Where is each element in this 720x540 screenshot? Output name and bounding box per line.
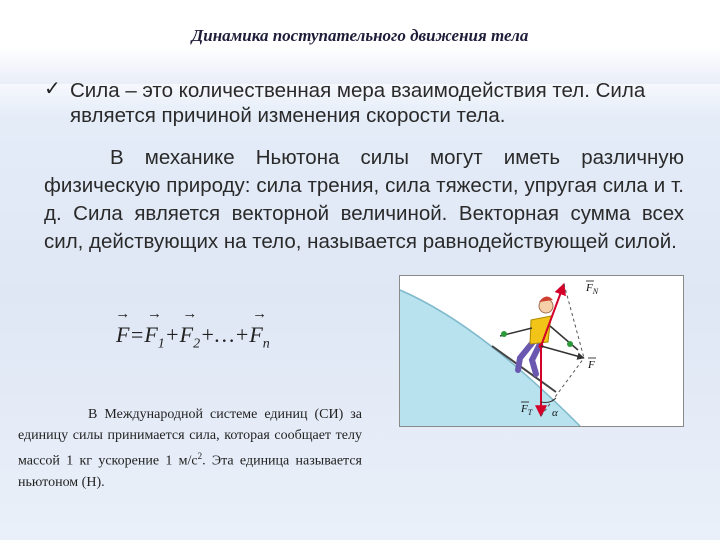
label-gravity-force: $F_T$ xyxy=(521,403,533,417)
skier-legs xyxy=(518,342,540,374)
formula-equals: = xyxy=(129,322,145,347)
skier-forces-figure xyxy=(399,275,684,427)
snow-slope xyxy=(400,290,580,426)
label-net-force: F xyxy=(588,359,595,371)
formula-vector-fn: → $F_n$ xyxy=(249,322,269,352)
formula-vector-f1: → $F_1$ xyxy=(144,322,164,352)
checkmark-bullet-icon: ✓ xyxy=(44,76,61,100)
paragraph-si-unit: В Международной системе единиц (СИ) за единицу силы принимается сила, которая сообщает телу массой 1 кг ускорение 1 $м/с^2$. Эта единица называется ньютоном (Н). xyxy=(18,407,362,490)
label-normal-force: $F_N$ xyxy=(586,282,599,296)
skier-forces-diagram xyxy=(400,276,683,426)
net-force-arrow xyxy=(541,346,584,358)
resultant-force-formula xyxy=(116,322,270,352)
formula-plus: + xyxy=(164,322,180,347)
formula-vector-f: → F xyxy=(116,322,129,348)
paragraph-force-definition: Сила – это количественная мера взаимодействия тел. Сила является причиной изменения скорости тела. xyxy=(70,79,646,127)
normal-force-arrow xyxy=(541,284,564,346)
formula-vector-f2: → $F_2$ xyxy=(180,322,200,352)
slide-title: Динамика поступательного движения тела xyxy=(191,26,529,45)
paragraph-newton-mechanics: В механике Ньютона силы могут иметь различную физическую природу: сила трения, сила тяжести, упругая сила и т. д. Сила является векторной величиной. Векторная сумма всех сил, действующих на тело, называется равнодействующей силой. xyxy=(44,146,684,253)
ski-pole-right xyxy=(550,326,578,350)
formula-ellipsis: +…+ xyxy=(200,322,250,347)
label-angle: α xyxy=(552,407,558,419)
